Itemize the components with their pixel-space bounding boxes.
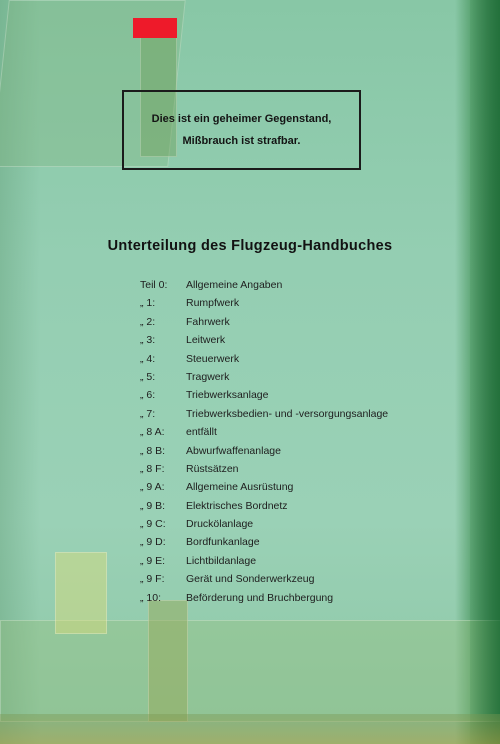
toc-item-number: „ 8 F:: [140, 462, 165, 475]
toc-item: [140, 276, 440, 294]
toc-item-title: entfällt: [186, 426, 217, 439]
toc-item-number: „ 8 B:: [140, 444, 166, 457]
toc-item: [140, 386, 440, 404]
cover-bottom-edge: [0, 714, 500, 744]
toc-item: [140, 405, 440, 423]
toc-item: [140, 570, 440, 588]
notice-line-1: Dies ist ein geheimer Gegenstand,: [151, 113, 332, 125]
toc-item: [140, 552, 440, 570]
tape-strip: [0, 620, 500, 722]
toc-item-number: „ 9 F:: [140, 573, 165, 586]
toc-item-title: Leitwerk: [186, 334, 226, 347]
toc-item: [140, 478, 440, 496]
toc-item-number: „ 6:: [140, 389, 156, 402]
toc-item: [140, 331, 440, 349]
toc-item: [140, 515, 440, 533]
toc-item-title: Fahrwerk: [186, 315, 230, 328]
toc-item: [140, 350, 440, 368]
toc-item: [140, 589, 440, 607]
toc-item-title: Abwurfwaffenanlage: [186, 444, 281, 457]
toc-item-title: Triebwerksanlage: [186, 389, 269, 402]
tape-strip: [55, 552, 107, 634]
toc-item-title: Lichtbildanlage: [186, 554, 257, 567]
toc-item-number: „ 3:: [140, 334, 156, 347]
toc-item-title: Rüstsätzen: [186, 462, 239, 475]
toc-item: [140, 533, 440, 551]
toc-item-title: Druckölanlage: [186, 518, 254, 531]
toc-item: [140, 423, 440, 441]
toc-item: [140, 460, 440, 478]
toc-item-number: „ 4:: [140, 352, 156, 365]
toc-item-title: Allgemeine Angaben: [186, 279, 283, 291]
toc-item-number: „ 5:: [140, 370, 156, 383]
toc-item: [140, 497, 440, 515]
toc-item-title: Steuerwerk: [186, 352, 240, 365]
toc-item-title: Gerät und Sonderwerkzeug: [186, 573, 315, 586]
toc-item-number: „ 9 E:: [140, 554, 166, 567]
page-title: Unterteilung des Flugzeug-Handbuches: [107, 238, 393, 254]
tape-strip: [148, 600, 188, 722]
toc-item: [140, 442, 440, 460]
toc-item-title: Rumpfwerk: [186, 297, 240, 310]
toc-item-number: Teil 0:: [140, 279, 168, 291]
toc-item-number: „ 1:: [140, 297, 156, 310]
cover-edge: [470, 0, 500, 744]
toc-item-number: „ 9 B:: [140, 499, 166, 512]
toc-item: [140, 294, 440, 312]
toc-item: [140, 368, 440, 386]
toc-item-number: „ 10:: [140, 591, 162, 604]
toc-item-number: „ 9 A:: [140, 481, 165, 494]
toc-item-title: Bordfunkanlage: [186, 536, 260, 549]
toc-item-number: „ 7:: [140, 407, 156, 420]
toc-item-number: „ 2:: [140, 315, 156, 328]
toc-item: [140, 313, 440, 331]
toc-item-title: Beförderung und Bruchbergung: [186, 591, 334, 604]
table-of-contents: [140, 276, 440, 607]
secrecy-notice: [122, 90, 361, 170]
toc-item-number: „ 9 C:: [140, 518, 166, 531]
toc-item-number: „ 8 A:: [140, 426, 165, 439]
toc-item-title: Elektrisches Bordnetz: [186, 499, 288, 512]
red-label-tag: [133, 18, 177, 38]
toc-item-title: Tragwerk: [186, 370, 230, 383]
toc-item-title: Allgemeine Ausrüstung: [186, 481, 294, 494]
toc-item-number: „ 9 D:: [140, 536, 166, 549]
notice-line-2: Mißbrauch ist strafbar.: [182, 135, 301, 147]
toc-item-title: Triebwerksbedien- und -versorgungsanlage: [186, 407, 389, 420]
